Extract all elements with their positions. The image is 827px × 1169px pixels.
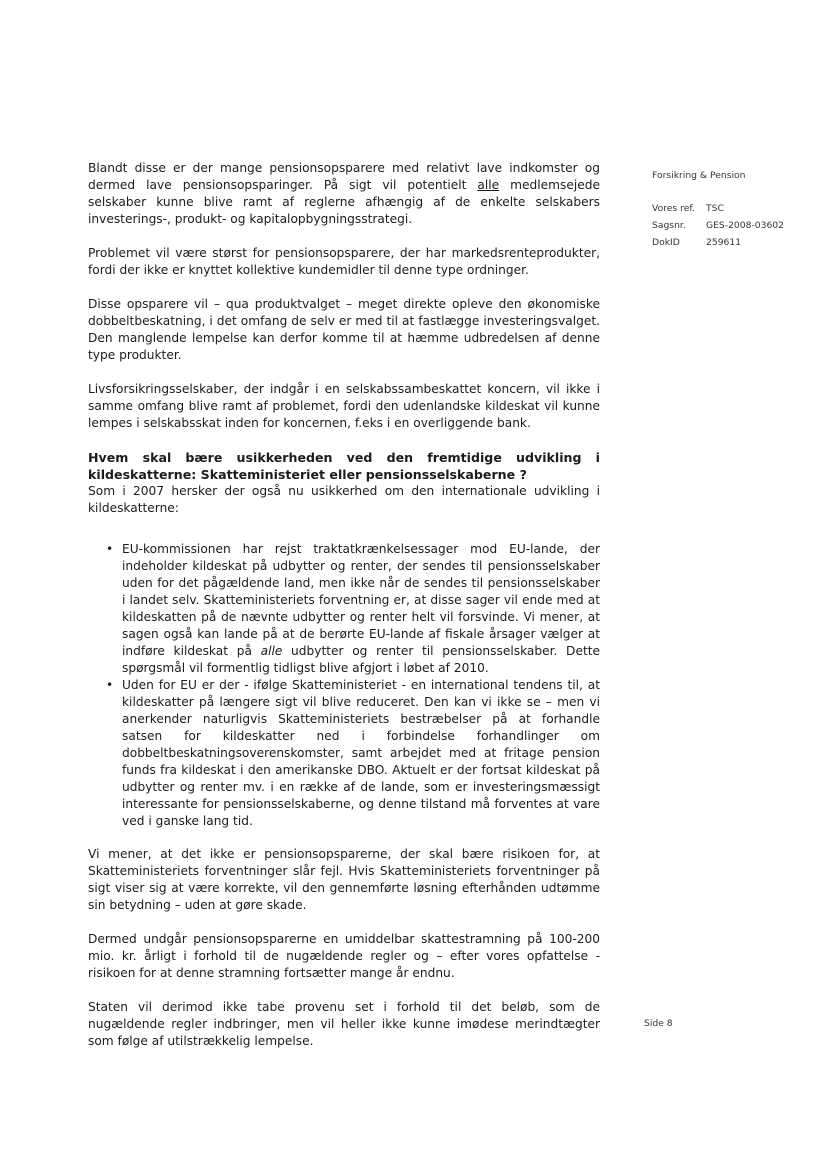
company-name: Forsikring & Pension: [652, 170, 746, 181]
paragraph: Staten vil derimod ikke tabe provenu set i forhold til det beløb, som de nugældende regler indbringer, men vil heller ikke kunne imødese merindtægter som følge af utilstrækkelig lempelse.: [88, 1000, 600, 1048]
paragraph: Livsforsikringsselskaber, der indgår i en selskabssambeskattet koncern, vil ikke i samme omfang blive ramt af problemet, fordi den udenlandske kildeskat vil kunne lempes i selskabsskat inden for koncernen, f.eks i en overliggende bank.: [88, 382, 600, 430]
ref-value: 259611: [706, 237, 742, 248]
ref-value: TSC: [706, 203, 724, 214]
emphasized-word: alle: [260, 644, 283, 658]
paragraph: Vi mener, at det ikke er pensionsopsparerne, der skal bære risikoen for, at Skatteministeriets forventninger slår fejl. Hvis Skatteministeriets forventninger på sigt viser sig at være korrekte, vil den gennemførte løsning efterhånden udtømme sin betydning – uden at gøre skade.: [88, 847, 600, 912]
paragraph: Blandt disse er der mange pensionsopsparere med relativt lave indkomster og dermed lave pensionsopsparinger. På sigt vil potentielt alle medlemsejede selskaber kunne blive ramt af reglerne afhængig af de enkelte selskabers investerings-, produkt- og kapitalopbygningsstrategi.: [88, 161, 600, 226]
ref-label: Vores ref.: [652, 203, 695, 214]
paragraph: Som i 2007 hersker der også nu usikkerhed om den internationale udvikling i kildeskatterne:: [88, 484, 600, 515]
list-item: • EU-kommissionen har rejst traktatkrænkelsessager mod EU-lande, der indeholder kildeskat på udbytter og renter, der sendes til pensionsselskaber uden for det pågældende land, men ikke når de sendes til pensionsselskaber i landet selv. Skatteministeriets forventning er, at disse sager vil ende med at kildeskatten på de nævnte udbytter og renter helt vil forsvinde. Vi mener, at sagen også kan lande på at de berørte EU-lande af fiskale årsager vælger at indføre kildeskat på alle udbytter og renter til pensionsselskaber. Dette spørgsmål vil formentlig tidligst blive afgjort i løbet af 2010.: [106, 541, 600, 677]
ref-row: [652, 217, 784, 234]
paragraph: Dermed undgår pensionsopsparerne en umiddelbar skattestramning på 100-200 mio. kr. årligt i forhold til de nugældende regler og – efter vores opfattelse - risikoen for at denne stramning fortsætter mange år endnu.: [88, 932, 600, 980]
paragraph: Disse opsparere vil – qua produktvalget – meget direkte opleve den økonomiske dobbeltbeskatning, i det omfang de selv er med til at fastlægge investeringsvalget. Den manglende lempelse kan derfor komme til at hæmme udbredelsen af denne type produkter.: [88, 297, 600, 362]
paragraph: Problemet vil være størst for pensionsopsparere, der har markedsrenteprodukter, fordi der ikke er knyttet kollektive kundemidler til denne type ordninger.: [88, 246, 600, 277]
section-heading: Hvem skal bære usikkerheden ved den fremtidige udvikling i kildeskatterne: Skatteministeriet eller pensionsselskaberne ?: [88, 450, 600, 482]
bullet-list: [88, 541, 600, 830]
ref-value: GES-2008-03602: [706, 220, 784, 231]
reference-sidebar: [652, 167, 784, 251]
ref-row: [652, 234, 784, 251]
letter-body: [88, 160, 600, 1067]
ref-label: Sagsnr.: [652, 220, 686, 231]
underlined-word: alle: [477, 178, 500, 192]
list-item: • Uden for EU er der - ifølge Skatteministeriet - en international tendens til, at kildeskatter på længere sigt vil blive reduceret. Den kan vi ikke se – men vi anerkender naturligvis Skatteministeriets bestræbelser på at forhandle satsen for kildeskatter ned i forbindelse forhandlinger om dobbeltbeskatningsoverenskomster, samt arbejdet med at fritage pension funds fra kildeskat i den amerikanske DBO. Aktuelt er der fortsat kildeskat på udbytter og renter mv. i en række af de lande, som er investeringsmæssigt interessante for pensionsselskaberne, og denne tilstand må forventes at vare ved i ganske lang tid.: [106, 677, 600, 830]
ref-label: DokID: [652, 237, 680, 248]
page-number: Side 8: [644, 1018, 673, 1029]
ref-row: [652, 200, 784, 217]
